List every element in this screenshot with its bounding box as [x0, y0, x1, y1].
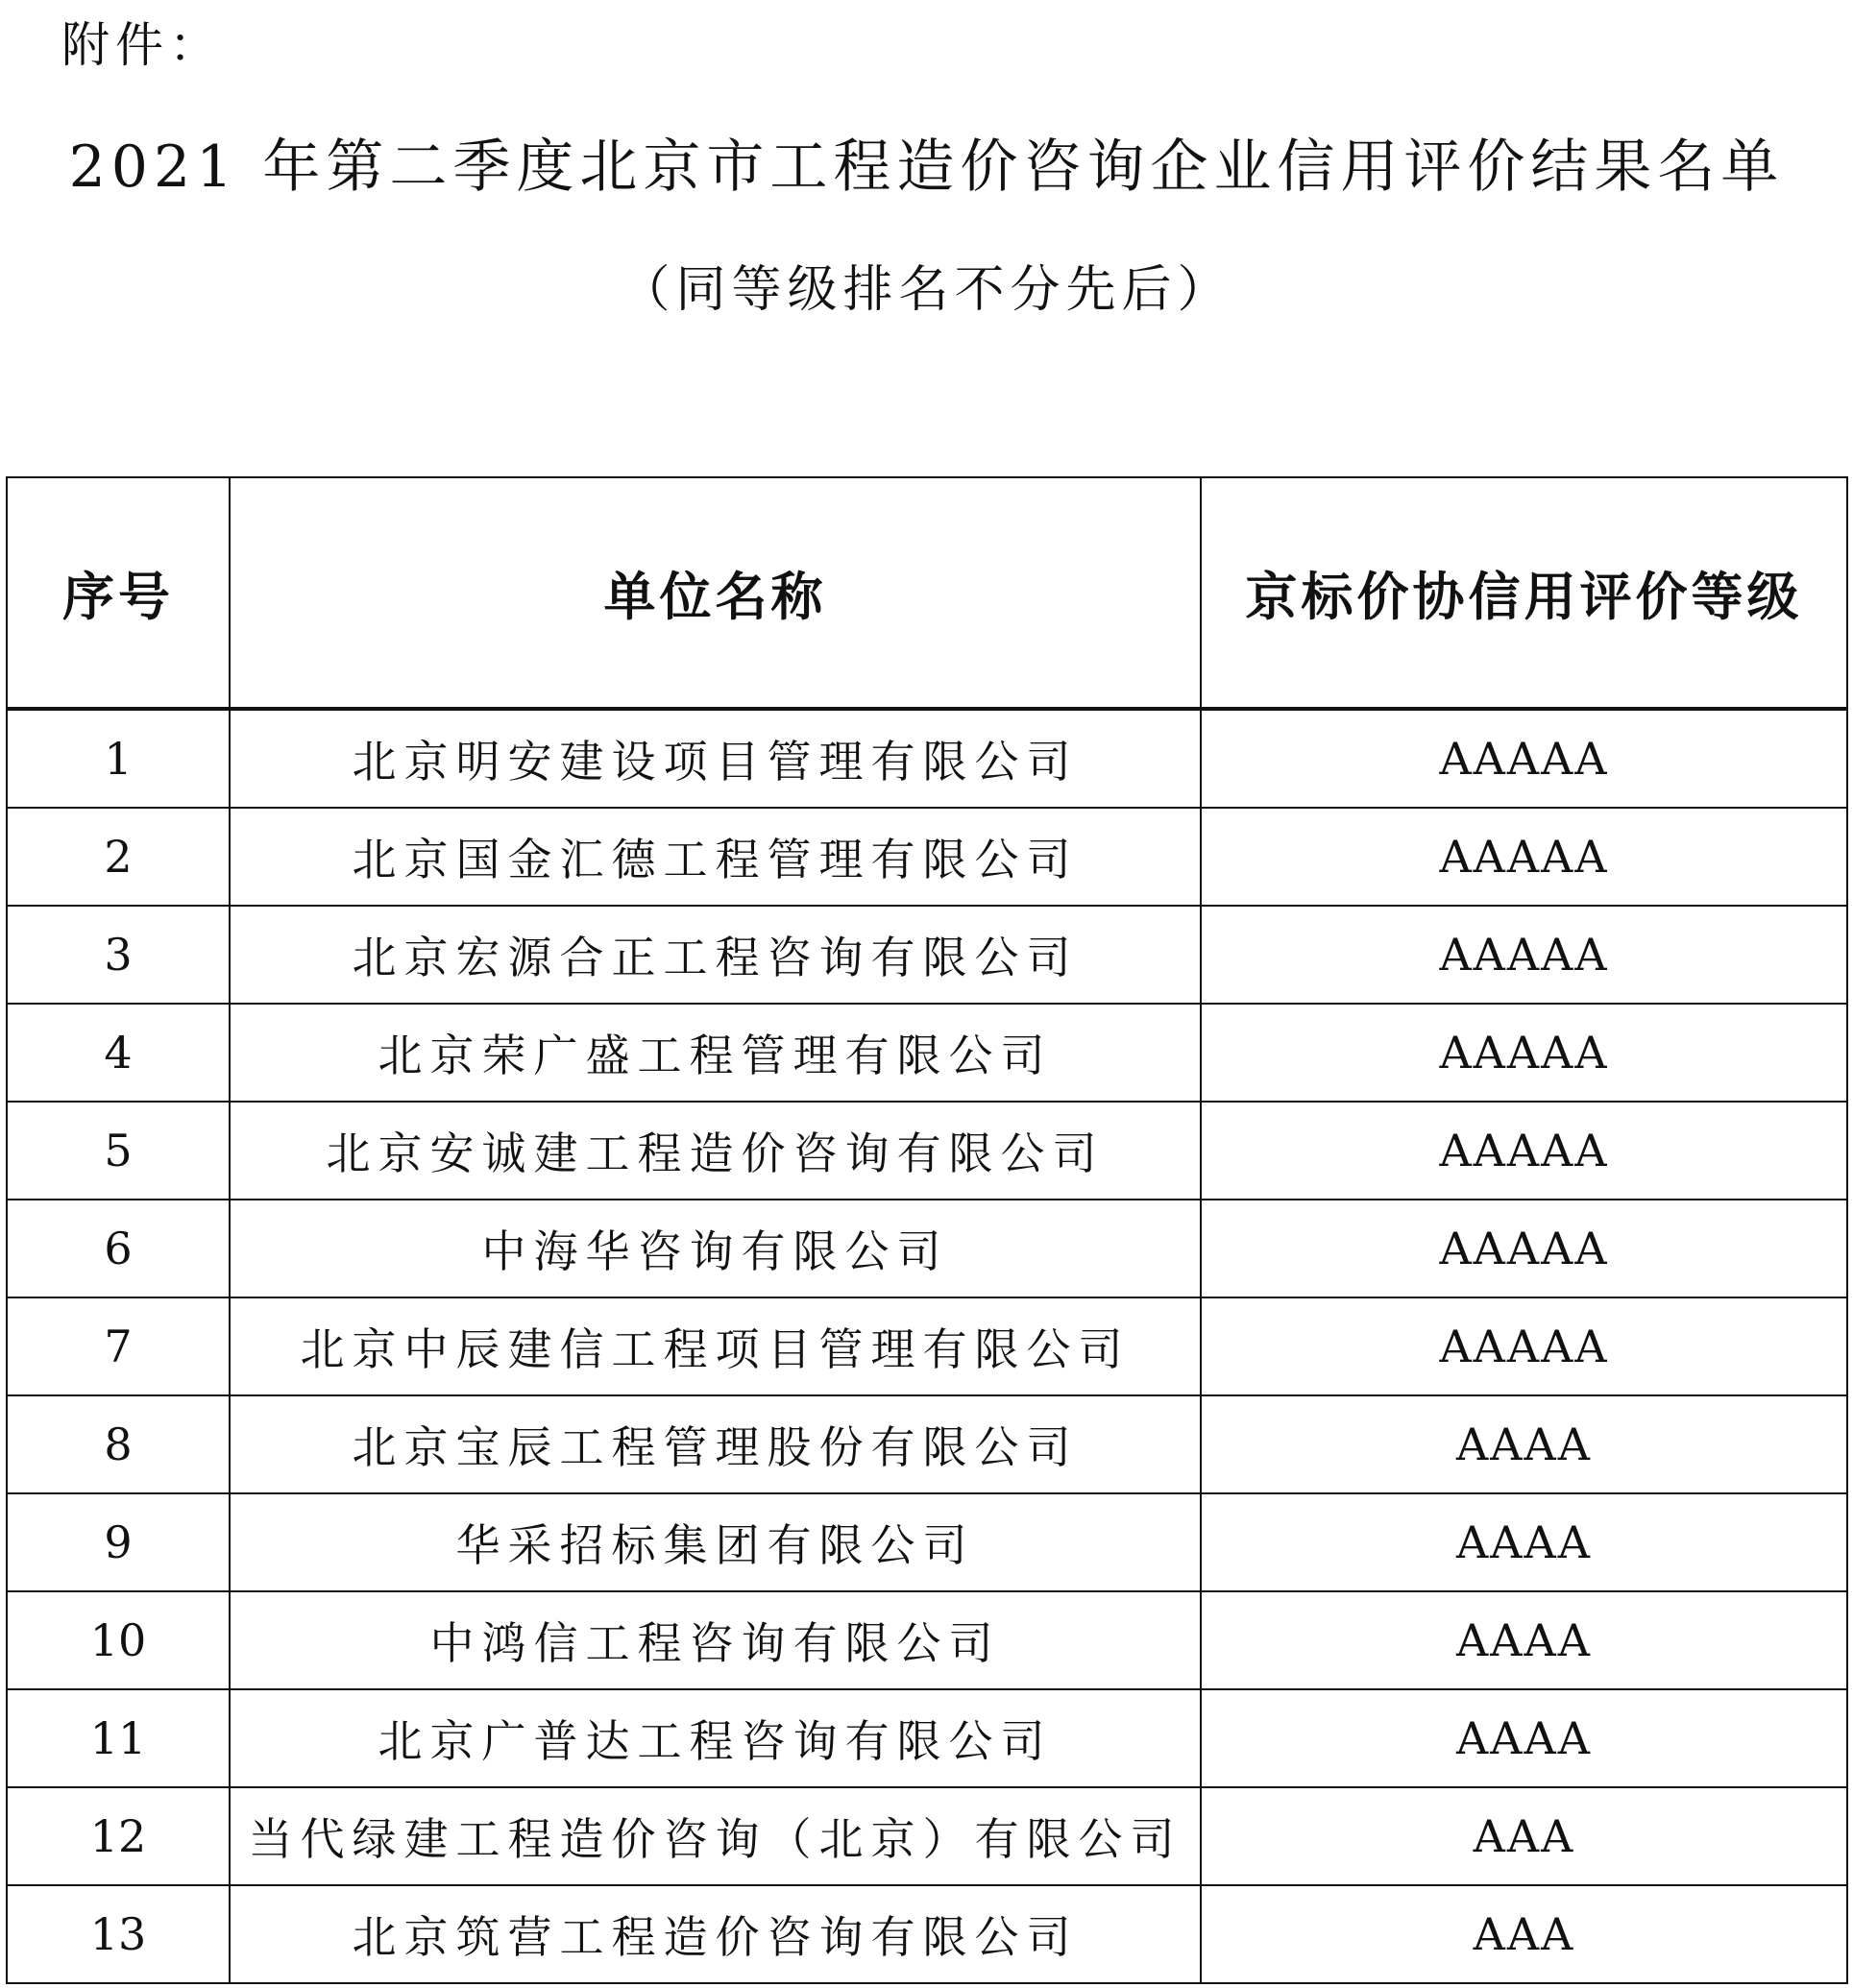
row-company-name: 当代绿建工程造价咨询（北京）有限公司 — [230, 1787, 1201, 1885]
table-row — [7, 1297, 1847, 1395]
row-credit-grade: AAAAA — [1201, 1102, 1847, 1200]
row-index: 2 — [7, 808, 230, 906]
table-row — [7, 808, 1847, 906]
row-index: 11 — [7, 1689, 230, 1787]
row-index: 8 — [7, 1395, 230, 1493]
row-company-name: 中鸿信工程咨询有限公司 — [230, 1591, 1201, 1689]
table-row — [7, 1102, 1847, 1200]
row-company-name: 华采招标集团有限公司 — [230, 1493, 1201, 1591]
row-index: 9 — [7, 1493, 230, 1591]
row-credit-grade: AAAAA — [1201, 1200, 1847, 1297]
row-index: 4 — [7, 1004, 230, 1102]
row-index: 12 — [7, 1787, 230, 1885]
row-index: 5 — [7, 1102, 230, 1200]
row-index: 3 — [7, 906, 230, 1004]
row-credit-grade: AAAAA — [1201, 1004, 1847, 1102]
row-credit-grade: AAAA — [1201, 1591, 1847, 1689]
row-index: 1 — [7, 709, 230, 808]
row-company-name: 北京宏源合正工程咨询有限公司 — [230, 906, 1201, 1004]
attachment-label: 附件： — [61, 17, 223, 73]
row-credit-grade: AAAAA — [1201, 906, 1847, 1004]
row-company-name: 北京广普达工程咨询有限公司 — [230, 1689, 1201, 1787]
row-credit-grade: AAAA — [1201, 1395, 1847, 1493]
table-row — [7, 1395, 1847, 1493]
header-index: 序号 — [7, 477, 230, 709]
row-index: 7 — [7, 1297, 230, 1395]
table-row — [7, 906, 1847, 1004]
credit-evaluation-table — [6, 476, 1848, 1984]
row-credit-grade: AAA — [1201, 1787, 1847, 1885]
row-credit-grade: AAAAA — [1201, 709, 1847, 808]
table-row — [7, 709, 1847, 808]
table-header-row — [7, 477, 1847, 709]
table-row — [7, 1200, 1847, 1297]
row-credit-grade: AAAAA — [1201, 1297, 1847, 1395]
table-row — [7, 1493, 1847, 1591]
row-company-name: 北京国金汇德工程管理有限公司 — [230, 808, 1201, 906]
row-company-name: 中海华咨询有限公司 — [230, 1200, 1201, 1297]
row-index: 13 — [7, 1885, 230, 1983]
table-row — [7, 1787, 1847, 1885]
row-company-name: 北京荣广盛工程管理有限公司 — [230, 1004, 1201, 1102]
row-company-name: 北京宝辰工程管理股份有限公司 — [230, 1395, 1201, 1493]
row-company-name: 北京明安建设项目管理有限公司 — [230, 709, 1201, 808]
row-index: 6 — [7, 1200, 230, 1297]
document-title: 2021 年第二季度北京市工程造价咨询企业信用评价结果名单 — [68, 133, 1785, 201]
table-row — [7, 1885, 1847, 1983]
table-body — [7, 709, 1847, 1983]
header-company-name: 单位名称 — [230, 477, 1201, 709]
row-credit-grade: AAAA — [1201, 1689, 1847, 1787]
row-company-name: 北京安诚建工程造价咨询有限公司 — [230, 1102, 1201, 1200]
header-credit-grade: 京标价协信用评价等级 — [1201, 477, 1847, 709]
table-row — [7, 1689, 1847, 1787]
row-index: 10 — [7, 1591, 230, 1689]
row-company-name: 北京筑营工程造价咨询有限公司 — [230, 1885, 1201, 1983]
document-subtitle: （同等级排名不分先后） — [620, 261, 1233, 319]
table-row — [7, 1004, 1847, 1102]
row-credit-grade: AAAA — [1201, 1493, 1847, 1591]
row-company-name: 北京中辰建信工程项目管理有限公司 — [230, 1297, 1201, 1395]
table-row — [7, 1591, 1847, 1689]
row-credit-grade: AAA — [1201, 1885, 1847, 1983]
row-credit-grade: AAAAA — [1201, 808, 1847, 906]
